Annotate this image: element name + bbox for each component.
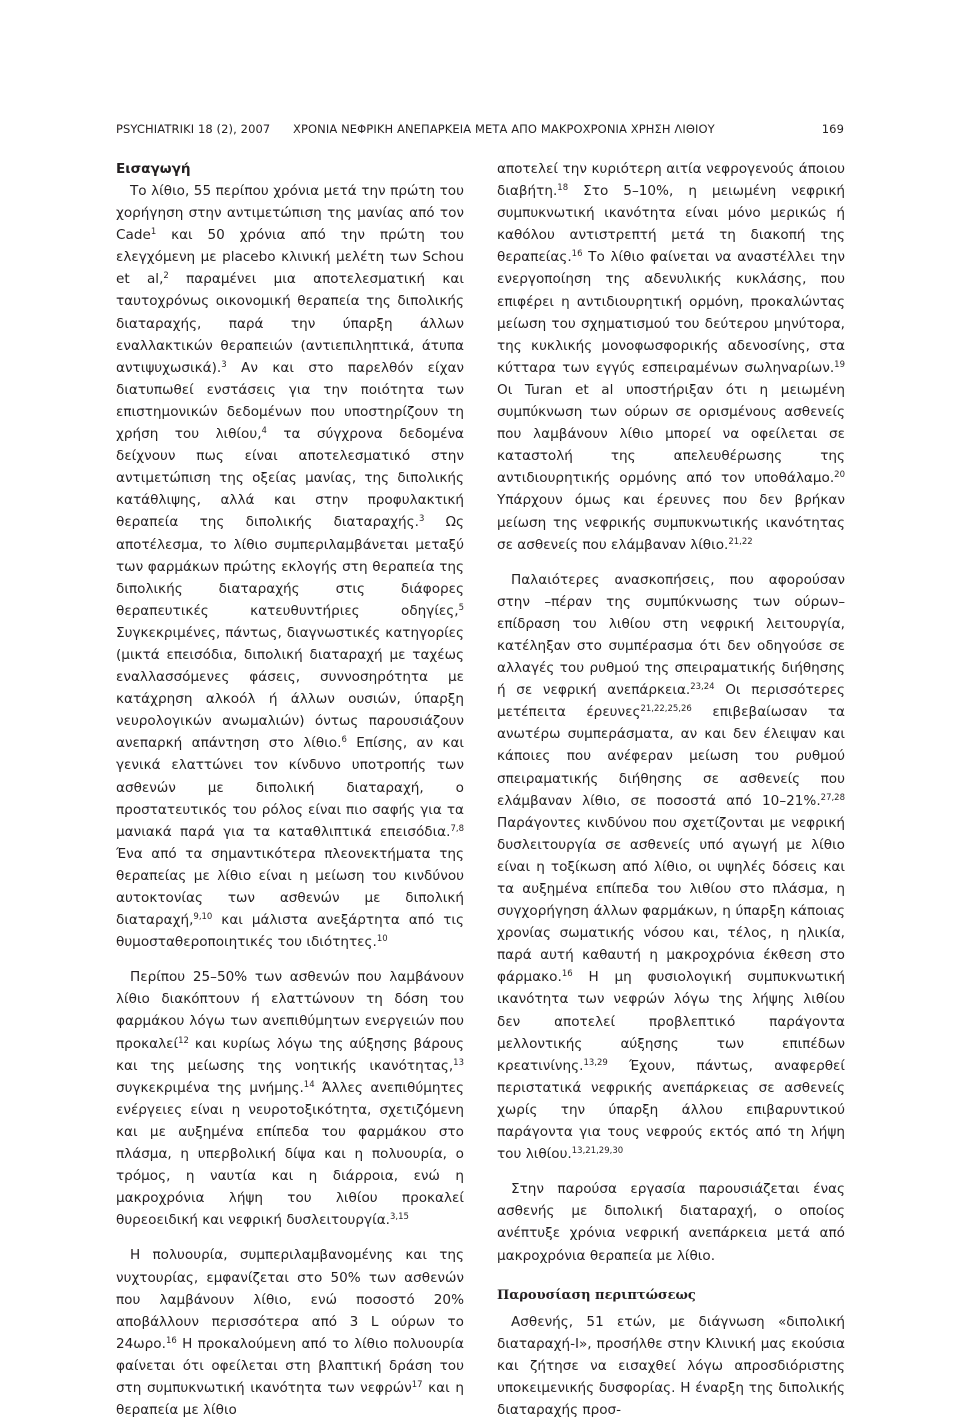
citation: 27,28	[820, 792, 845, 803]
citation: 13,29	[583, 1057, 608, 1068]
citation: 16	[571, 249, 583, 260]
journal-citation: PSYCHIATRIKI 18 (2), 2007	[116, 122, 271, 136]
citation: 18	[557, 183, 569, 194]
citation: 12	[178, 1035, 189, 1046]
citation: 13,21,29,30	[571, 1146, 624, 1157]
citation: 10	[376, 934, 388, 945]
citation: 17	[411, 1379, 423, 1390]
citation: 21,22,25,26	[640, 704, 692, 715]
citation: 1	[150, 227, 157, 238]
citation: 13	[453, 1057, 464, 1068]
paragraph: αποτελεί την κυριότερη αιτία νεφρογενούς άποιου διαβήτη.$^{18}$ Στο 5–10%, η μειωμένη νεφρική συμπυκνωτική ικανότητα είναι μόνο μερικώς ή καθόλου αντιστρεπτή μετά τη διακοπή της θεραπείας.$^{16}$ Το λίθιο φαίνεται να αναστέλλει την ενεργοποίηση της αδενυλικής κυκλάσης, που επιφέρει η αντιδιουρητική ορμόνη, προκαλώντας μείωση του σχηματισμού του δεύτερου μηνύτορα, της κυκλικής μονοφωσφορικής αδενοσίνης, στα κύτταρα των εγγύς εσπειραμένων σωληναρίων.$^{19}$ Οι Turan et al υποστήριξαν ότι η μειωμένη συμπύκνωση των ούρων σε ορισμένους ασθενείς που λαμβάνουν λίθιο μπορεί να οφείλεται σε καταστολή της απελευθέρωσης της αντιδιουρητικής ορμόνης από τον υποθάλαμο.$^{20}$ Υπάρχουν όμως και έρευνες που δεν βρήκαν μείωση της νεφρικής συμπυκνωτικής ικανότητας σε ασθενείς που ελάμβαναν λίθιο.$^{21,22}$	[497, 161, 845, 553]
citation: 7,8	[450, 823, 464, 834]
citation: 14	[303, 1079, 315, 1090]
citation: 21,22	[728, 536, 753, 547]
citation: 2	[163, 271, 169, 282]
citation: 19	[834, 359, 845, 370]
section-title-introduction: Εισαγωγή	[116, 161, 191, 177]
citation: 6	[341, 735, 347, 746]
running-header	[116, 122, 844, 140]
citation: 3,15	[389, 1212, 409, 1223]
paragraph: Παλαιότερες ανασκοπήσεις, που αφορούσαν στην –πέραν της συμπύκνωσης των ούρων– επίδραση του λιθίου στη νεφρική λειτουργία, κατέληξαν στο συμπέρασμα ότι δεν οδηγούσε σε αλλαγές του ρυθμού της σπειραματικής διήθησης ή σε νεφρική ανεπάρκεια.$^{23,24}$ Οι περισσότερες μετέπειτα έρευνες$^{21,22,25,26}$ επιβεβαίωσαν τα ανωτέρω συμπεράσματα, αν και δεν έλειψαν και κάποιες που ανέφεραν μείωση του ρυθμού σπειραματικής διήθησης σε ασθενείς που ελάμβαναν λίθιο, σε ποσοστά από 10–21%.$^{27,28}$ Παράγοντες κινδύνου που σχετίζονται με νεφρική δυσλειτουργία σε ασθενείς υπό αγωγή με λίθιο είναι η τοξίκωση από λίθιο, οι υψηλές δόσεις και τα αυξημένα επίπεδα του λιθίου στο πλάσμα, η συγχορήγηση άλλων φαρμάκων, η ύπαρξη κάποιας χρονίας σωματικής νόσου και, τέλος, η ηλικία, παρά αυτή καθαυτή η μακροχρόνια έκθεση στο φάρμακο.$^{16}$ Η μη φυσιολογική συμπυκνωτική ικανότητα των νεφρών λόγω της λήψης λιθίου δεν αποτελεί προβλεπτικό παράγοντα μελλοντικής αύξησης των επιπέδων κρεατινίνης.$^{13,29}$ Έχουν, πάντως, αναφερθεί περιστατικά νεφρικής ανεπάρκειας σε ασθενείς χωρίς την ύπαρξη άλλου επιβαρυντικού παράγοντα για τους νεφρούς εκτός από τη λήψη του λιθίου.$^{13,21,29,30}$	[497, 571, 845, 1163]
paragraph: Η πολυουρία, συμπεριλαμβανομένης και της νυχτουρίας, εμφανίζεται στο 50% των ασθενών που λαμβάνουν λίθιο, ενώ ποσοστό 20% αποβάλλουν περισσότερα από 3 L ούρων το 24ωρο.$^{16}$ Η προκαλούμενη από το λίθιο πολυουρία φαίνεται ότι οφείλεται στη βλαπτική δράση του στη συμπυκνωτική ικανότητα των νεφρών$^{17}$ και η θεραπεία με λίθιο	[116, 1247, 464, 1419]
citation: 4	[261, 426, 267, 437]
running-title: ΧΡΟΝΙΑ ΝΕΦΡΙΚΗ ΑΝΕΠΑΡΚΕΙΑ ΜΕΤΑ ΑΠΟ ΜΑΚΡΟΧΡΟΝΙΑ ΧΡΗΣΗ ΛΙΘΙΟΥ	[293, 122, 715, 136]
citation: 16	[561, 969, 573, 980]
citation: 3	[221, 359, 227, 370]
paragraph: Ασθενής, 51 ετών, με διάγνωση «διπολική διαταραχή-Ι», προσήλθε στην Κλινική μας εκούσια και ζήτησε να εισαχθεί λόγω απροσδιόριστης υποκειμενικής δυσφορίας. Η έναρξη της διπολικής διαταραχής προσ-	[497, 1313, 845, 1418]
right-column	[497, 158, 845, 1421]
subsection-title-case-presentation: Παρουσίαση περιπτώσεως	[497, 1287, 696, 1303]
page-number: 169	[821, 122, 844, 136]
citation: 3	[418, 514, 425, 525]
paragraph: Περίπου 25–50% των ασθενών που λαμβάνουν λίθιο διακόπτουν ή ελαττώνουν τη δόση του φαρμάκου λόγω των ανεπιθύμητων ενεργειών που προκαλεί$^{12}$ και κυρίως λόγω της αύξησης βάρους και της μείωσης της νοητικής ικανότητας,$^{13}$ συγκεκριμένα της μνήμης.$^{14}$ Άλλες ανεπιθύμητες ενέργειες είναι η νευροτοξικότητα, σχετιζόμενη και με αυξημένα επίπεδα του φαρμάκου στο πλάσμα, η υπερβολική δίψα και η πολυουρία, ο τρόμος, η ναυτία και η διάρροια, ενώ η μακροχρόνια λήψη του λιθίου προκαλεί θυρεοειδική και νεφρική δυσλειτουργία.$^{3,15}$	[116, 969, 464, 1229]
paragraph: Στην παρούσα εργασία παρουσιάζεται ένας ασθενής με διπολική διαταραχή, ο οποίος ανέπτυξε χρόνια νεφρική ανεπάρκεια μετά από μακροχρόνια θεραπεία με λίθιο.	[497, 1181, 845, 1264]
citation: 23,24	[690, 682, 715, 693]
paragraph: Το λίθιο, 55 περίπου χρόνια μετά την πρώτη του χορήγηση στην αντιμετώπιση της μανίας από τον Cade$^1$ και 50 χρόνια από την πρώτη του ελεγχόμενη με placebo κλινική μελέτη των Schou et al,$^2$ παραμένει μια αποτελεσματική και ταυτοχρόνως οικονομική θεραπεία της διπολικής διαταραχής, παρά την ύπαρξη άλλων εναλλακτικών θεραπειών (αντιεπιληπτικά, άτυπα αντιψυχωσικά).$^3$ Αν και στο παρελθόν είχαν διατυπωθεί ενστάσεις για την ποιότητα των επιστημονικών δεδομένων που υποστηρίζουν τη χρήση του λιθίου,$^4$ τα σύγχρονα δεδομένα δείχνουν πως είναι αποτελεσματικό στην αντιμετώπιση της οξείας μανίας, της διπολικής κατάθλιψης, αλλά και στην προφυλακτική θεραπεία της διπολικής διαταραχής.$^3$ Ως αποτέλεσμα, το λίθιο συμπεριλαμβάνεται μεταξύ των φαρμάκων πρώτης εκλογής στη θεραπεία της διπολικής διαταραχής στις διάφορες θεραπευτικές κατευθυντήριες οδηγίες,$^5$ Συγκεκριμένες, πάντως, διαγνωστικές κατηγορίες (μικτά επεισόδια, διπολική διαταραχή με ταχέως εναλλασσόμενες φάσεις, συννοσηρότητα με κατάχρηση αλκοόλ ή άλλων ουσιών, ύπαρξη νευρολογικών ανωμαλιών) όντως παρουσιάζουν ανεπαρκή απάντηση στο λίθιο.$^6$ Επίσης, αν και γενικά ελαττώνει τον κίνδυνο υποτροπής των ασθενών με διπολική διαταραχή, ο προστατευτικός του ρόλος είναι πιο σαφής για τα μανιακά παρά για τα καταθλιπτικά επεισόδια.$^{7,8}$ Ένα από τα σημαντικότερα πλεονεκτήματα της θεραπείας με λίθιο είναι η μείωση του κινδύνου αυτοκτονίας των ασθενών με διπολική διαταραχή,$^{9,10}$ και μάλιστα ανεξάρτητα από τις θυμοσταθεροποιητικές του ιδιότητες.$^{10}$	[116, 183, 465, 951]
citation: 5	[458, 602, 464, 613]
citation: 20	[834, 470, 845, 481]
citation: 9,10	[193, 912, 213, 923]
left-column	[116, 158, 464, 1421]
citation: 16	[165, 1335, 177, 1346]
